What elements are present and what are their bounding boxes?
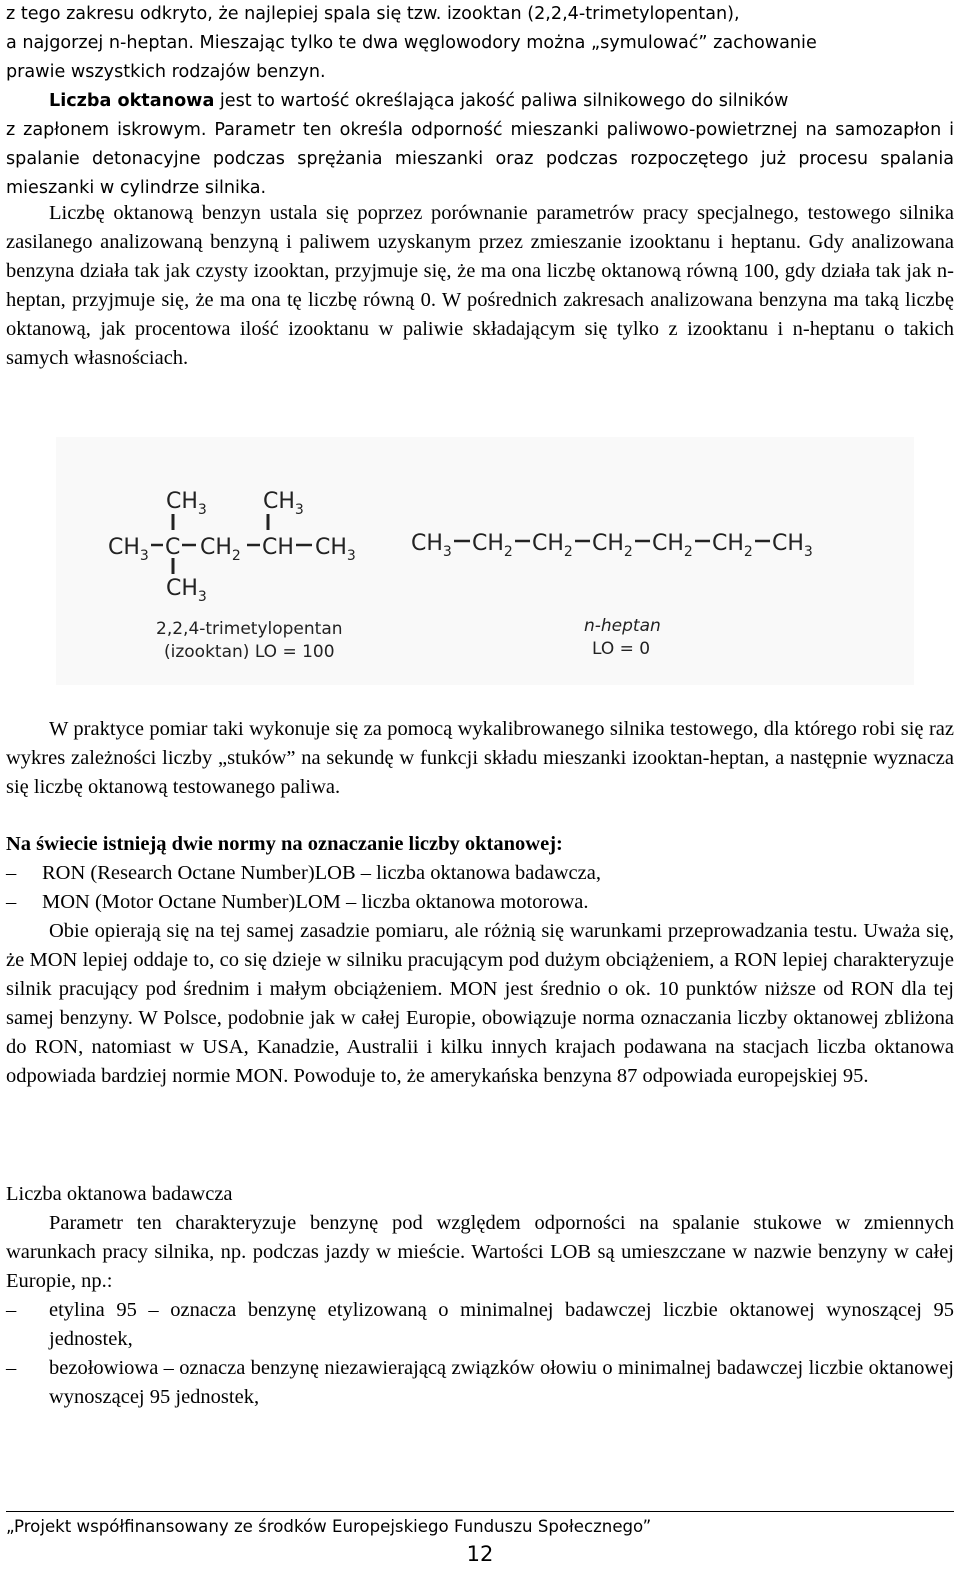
- norm-item-mon: [6, 888, 954, 917]
- iso-ch: CH: [262, 535, 294, 560]
- hept-group-1: $CH_3$: [411, 531, 452, 560]
- lob-item-text: etylina 95 – oznacza benzynę etylizowaną o minimalnej badawczej liczbie oktanowej wynoszącej 95 jednostek,: [49, 1299, 954, 1350]
- hept-group-5: $CH_2$: [652, 531, 693, 560]
- hept-name: n-heptan: [584, 616, 661, 636]
- isooctane-structure: [108, 489, 356, 662]
- lob-paragraph: Parametr ten charakteryzuje benzynę pod względem odporności na spalanie stukowe w zmiennych warunkach pracy silnika, np. podczas jazdy w mieście. Wartości LOB są umieszczane w nazwie benzyny w całej Europie, np.:: [6, 1212, 954, 1292]
- octane-determination-paragraph: Liczbę oktanową benzyn ustala się poprzez porównanie parametrów pracy specjalnego, testowego silnika zasilanego analizowaną benzyną i paliwem uzyskanym przez zmieszanie izooktanu i heptanu. Gdy analizowana benzyna działa tak jak czysty izooktan, przyjmuje się, że ma ona liczbę oktanową równą 100, gdy działa tak jak n-heptan, przyjmuje się, że ma ona tę liczbę równą 0. W pośrednich zakresach analizowana benzyna ma taką liczbę oktanową, jak procentowa ilość izooktanu w paliwie składającym się tylko z izooktanu i n-heptanu o takich samych własnościach.: [6, 202, 954, 369]
- definition-text-b: z zapłonem iskrowym.: [6, 120, 207, 140]
- definition-term: Liczba oktanowa: [49, 91, 215, 111]
- intro-block: [6, 0, 954, 203]
- iso-name: 2,2,4-trimetylopentan: [156, 619, 343, 639]
- hept-group-3: $CH_2$: [532, 531, 573, 560]
- norm-item-text: MON (Motor Octane Number)LOM – liczba oktanowa motorowa.: [42, 891, 589, 913]
- iso-top-ch3-1: $CH_3$: [166, 489, 207, 518]
- norms-heading: Na świecie istnieją dwie normy na oznaczanie liczby oktanowej:: [6, 833, 563, 855]
- iso-c: C: [165, 535, 181, 560]
- iso-bottom-ch3: $CH_3$: [166, 576, 207, 605]
- measurement-block: [6, 715, 954, 802]
- measurement-paragraph: W praktyce pomiar taki wykonuje się za pomocą wykalibrowanego silnika testowego, dla którego robi się raz wykres zależności liczby „stuków” na sekundę w funkcji składu mieszanki izooktan-heptan, a następnie wyznacza się liczbę oktanową testowanego paliwa.: [6, 718, 954, 798]
- hept-group-4: $CH_2$: [592, 531, 633, 560]
- lob-heading: Liczba oktanowa badawcza: [6, 1183, 233, 1205]
- lob-section: [6, 1180, 954, 1412]
- hept-group-2: $CH_2$: [472, 531, 513, 560]
- norm-dash: –: [6, 891, 17, 913]
- definition-paragraph: [6, 116, 954, 203]
- hept-label: LO = 0: [592, 639, 651, 659]
- hept-group-7: $CH_3$: [772, 531, 813, 560]
- structural-formulas-figure: [56, 437, 914, 685]
- lob-dash: –: [6, 1357, 17, 1379]
- norms-section: [6, 830, 954, 1091]
- iso-right-ch3: $CH_3$: [315, 535, 356, 564]
- norm-item-text: RON (Research Octane Number)LOB – liczba oktanowa badawcza,: [42, 862, 601, 884]
- lob-item-text: bezołowiowa – oznacza benzynę niezawierającą związków ołowiu o minimalnej badawczej liczbie oktanowej wynoszącej 95 jednostek,: [49, 1357, 954, 1408]
- definition-text-a: jest to wartość określająca jakość paliwa silnikowego do silników: [214, 91, 789, 111]
- definition-line: [6, 87, 954, 116]
- footer-text: „Projekt współfinansowany ze środków Europejskiego Funduszu Społecznego”: [6, 1517, 652, 1536]
- norm-dash: –: [6, 862, 17, 884]
- octane-determination-block: [6, 199, 954, 373]
- parameter-text: Parametr ten określa odporność mieszanki paliwowo-powietrznej na samozapłon i spalanie detonacyjne podczas sprężania mieszanki oraz podczas rozpoczętego już procesu spalania mieszanki w cylindrze silnika.: [6, 120, 954, 198]
- heptane-structure: [411, 531, 813, 659]
- intro-line-2: a najgorzej n-heptan. Mieszając tylko te dwa węglowodory można „symulować” zachowanie: [6, 33, 817, 53]
- lob-item-etylina: [6, 1296, 954, 1354]
- structural-formulas-svg: [56, 437, 914, 685]
- intro-line-3: prawie wszystkich rodzajów benzyn.: [6, 62, 326, 82]
- hept-group-6: $CH_2$: [712, 531, 753, 560]
- iso-top-ch3-2: $CH_3$: [263, 489, 304, 518]
- lob-item-bezolowiowa: [6, 1354, 954, 1412]
- norms-paragraph: Obie opierają się na tej samej zasadzie pomiaru, ale różnią się warunkami przeprowadzania testu. Uważa się, że MON lepiej oddaje to, co się dzieje w silniku pracującym pod dużym obciążeniem, a RON lepiej charakteryzuje silnik pracujący pod średnim i małym obciążeniem. MON jest średnio o ok. 10 punktów niższe od RON dla tej samej benzyny. W Polsce, podobnie jak w całej Europie, obowiązuje norma oznaczania liczby oktanowej zbliżona do RON, natomiast w USA, Kanadzie, Australii i kilku innych krajach podawana na stacjach liczba oktanowa odpowiada bardziej normie MON. Powoduje to, że amerykańska benzyna 87 odpowiada europejskiej 95.: [6, 920, 954, 1087]
- lob-dash: –: [6, 1299, 17, 1321]
- iso-left-ch3: $CH_3$: [108, 535, 149, 564]
- footer-divider: [6, 1511, 954, 1512]
- norm-item-ron: [6, 859, 954, 888]
- page-number: 12: [466, 1542, 494, 1566]
- intro-line-1: z tego zakresu odkryto, że najlepiej spala się tzw. izooktan (2,2,4-trimetylopentan),: [6, 4, 740, 24]
- intro-lines: [6, 0, 954, 87]
- iso-ch2: $CH_2$: [200, 535, 241, 564]
- iso-label: (izooktan) LO = 100: [164, 642, 335, 662]
